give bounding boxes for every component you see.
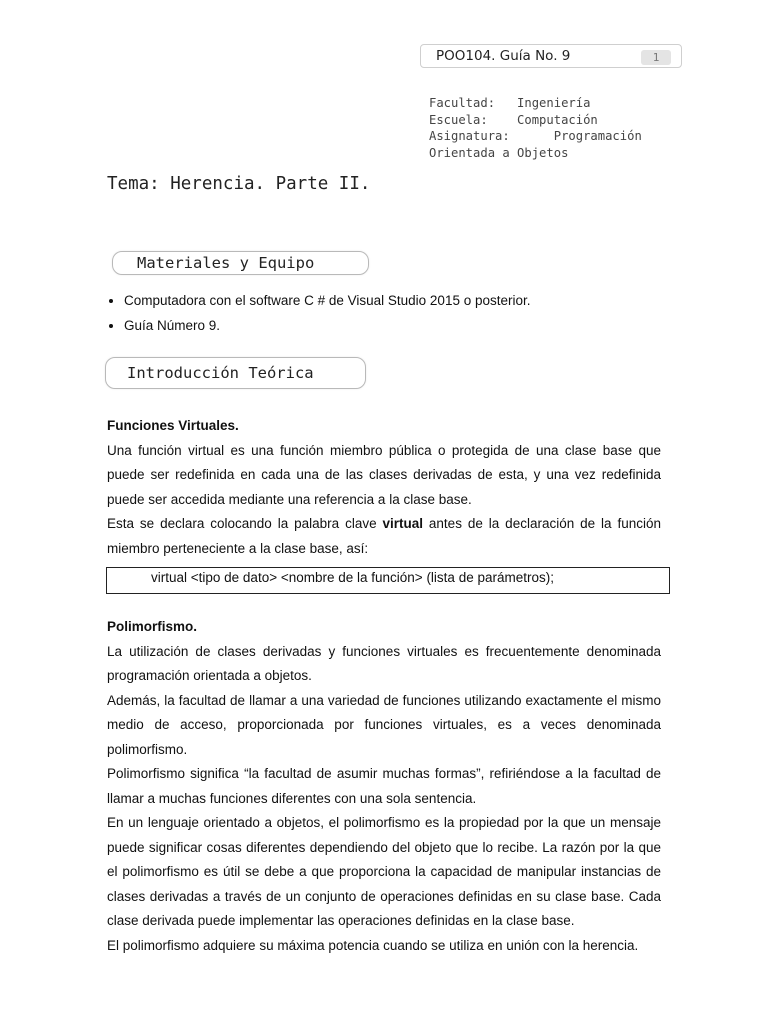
virtual-functions-section [107,414,661,561]
topic-title [107,174,370,194]
paragraph-text: antes de la declaración de la función miembro perteneciente a la clase base, así: [107,516,661,556]
paragraph: La utilización de clases derivadas y funciones virtuales es frecuentemente denominada programación orientada a objetos. [107,643,661,683]
paragraph: Una función virtual es una función miembro pública o protegida de una clase base que puede ser redefinida en cada una de las clases derivadas de esta, y una vez redefinida puede ser accedida mediante una referencia a la clase base. [107,442,661,507]
list-item: • Guía Número 9. [124,313,531,338]
virtual-functions-heading: Funciones Virtuales. [107,418,239,433]
asignatura-line: Asignatura: Programación [429,129,642,143]
list-item: • Computadora con el software C # de Visual Studio 2015 o posterior. [124,288,531,313]
virtual-keyword: virtual [382,516,424,531]
paragraph: Polimorfismo significa “la facultad de asumir muchas formas”, refiriéndose a la facultad de llamar a muchas funciones diferentes con una sola sentencia. [107,766,661,806]
materials-section-heading: Materiales y Equipo [112,251,369,275]
document-title: POO104. Guía No. 9 [436,48,571,64]
topic-label: Tema: [107,174,160,194]
materials-list [107,288,531,338]
paragraph: El polimorfismo adquiere su máxima potencia cuando se utiliza en unión con la herencia. [107,937,639,953]
polymorphism-heading: Polimorfismo. [107,619,198,634]
page-header [420,44,682,68]
facultad-line: Facultad: Ingeniería [429,96,591,110]
topic-value: Herencia. Parte II. [170,174,371,194]
paragraph-text: Esta se declara colocando la palabra clave [107,516,383,531]
intro-section-heading: Introducción Teórica [105,357,366,389]
paragraph: En un lenguaje orientado a objetos, el polimorfismo es la propiedad por la que un mensaje puede significar cosas diferentes dependiendo del objeto que lo recibe. La razón por la que el polimorfismo es útil se debe a que proporciona la capacidad de manipular instancias de clases derivadas a través de un conjunto de operaciones definidas en su clase base. Cada clase derivada puede implementar las operaciones definidas en la clase base. [107,815,661,928]
paragraph [107,512,661,561]
escuela-line: Escuela: Computación [429,112,598,127]
polymorphism-section [107,615,661,958]
asignatura-continuation: Orientada a Objetos [429,145,569,160]
paragraph: Además, la facultad de llamar a una variedad de funciones utilizando exactamente el mismo medio de acceso, proporcionada por funciones virtuales, es a veces denominada polimorfismo. [107,692,661,757]
page-number-badge: 1 [641,50,671,65]
syntax-box: virtual <tipo de dato> <nombre de la función> (lista de parámetros); [106,567,670,594]
course-info [429,95,642,161]
